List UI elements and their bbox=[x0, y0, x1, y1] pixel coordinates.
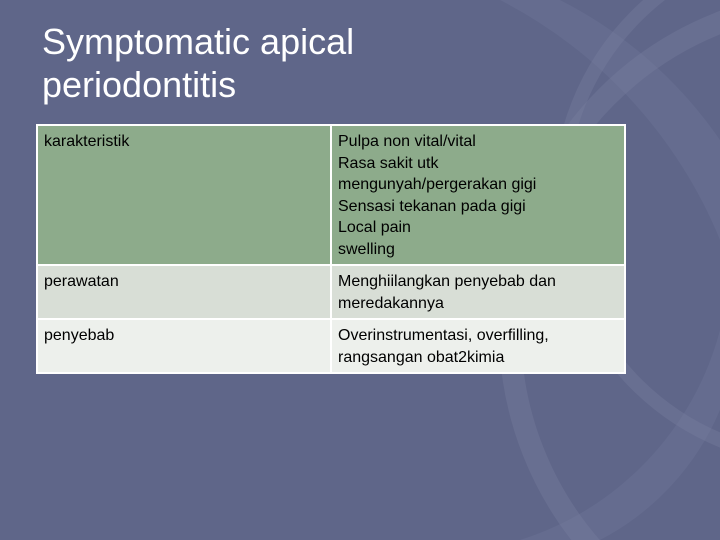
row-label-cell bbox=[37, 125, 331, 265]
row-value-line: Pulpa non vital/vital bbox=[338, 133, 476, 150]
row-label: penyebab bbox=[44, 327, 115, 344]
row-label-cell bbox=[37, 265, 331, 319]
row-label: perawatan bbox=[44, 273, 119, 290]
table-row bbox=[37, 319, 625, 373]
row-value-line: mengunyah/pergerakan gigi bbox=[338, 176, 537, 193]
row-value-line: Sensasi tekanan pada gigi bbox=[338, 197, 526, 215]
row-label: karakteristik bbox=[44, 133, 130, 150]
content-table bbox=[36, 124, 626, 374]
row-value-line: swelling bbox=[338, 240, 395, 258]
slide-title-line-2: periodontitis bbox=[42, 64, 237, 105]
row-value-cell bbox=[331, 125, 625, 265]
row-value-cell bbox=[331, 265, 625, 319]
row-value-line: Local pain bbox=[338, 219, 411, 236]
row-value-line: Menghiilangkan penyebab dan bbox=[338, 273, 556, 290]
slide-title-line-1: Symptomatic apical bbox=[42, 21, 355, 62]
row-value-line: Rasa sakit utk bbox=[338, 154, 439, 172]
table-row bbox=[37, 125, 625, 265]
row-value-cell bbox=[331, 319, 625, 373]
row-label-cell bbox=[37, 319, 331, 373]
slide-title bbox=[42, 20, 682, 106]
table-row bbox=[37, 265, 625, 319]
row-value-line: Overinstrumentasi, overfilling, bbox=[338, 327, 549, 344]
row-value-line: meredakannya bbox=[338, 294, 444, 312]
row-value-line: rangsangan obat2kimia bbox=[338, 348, 505, 366]
